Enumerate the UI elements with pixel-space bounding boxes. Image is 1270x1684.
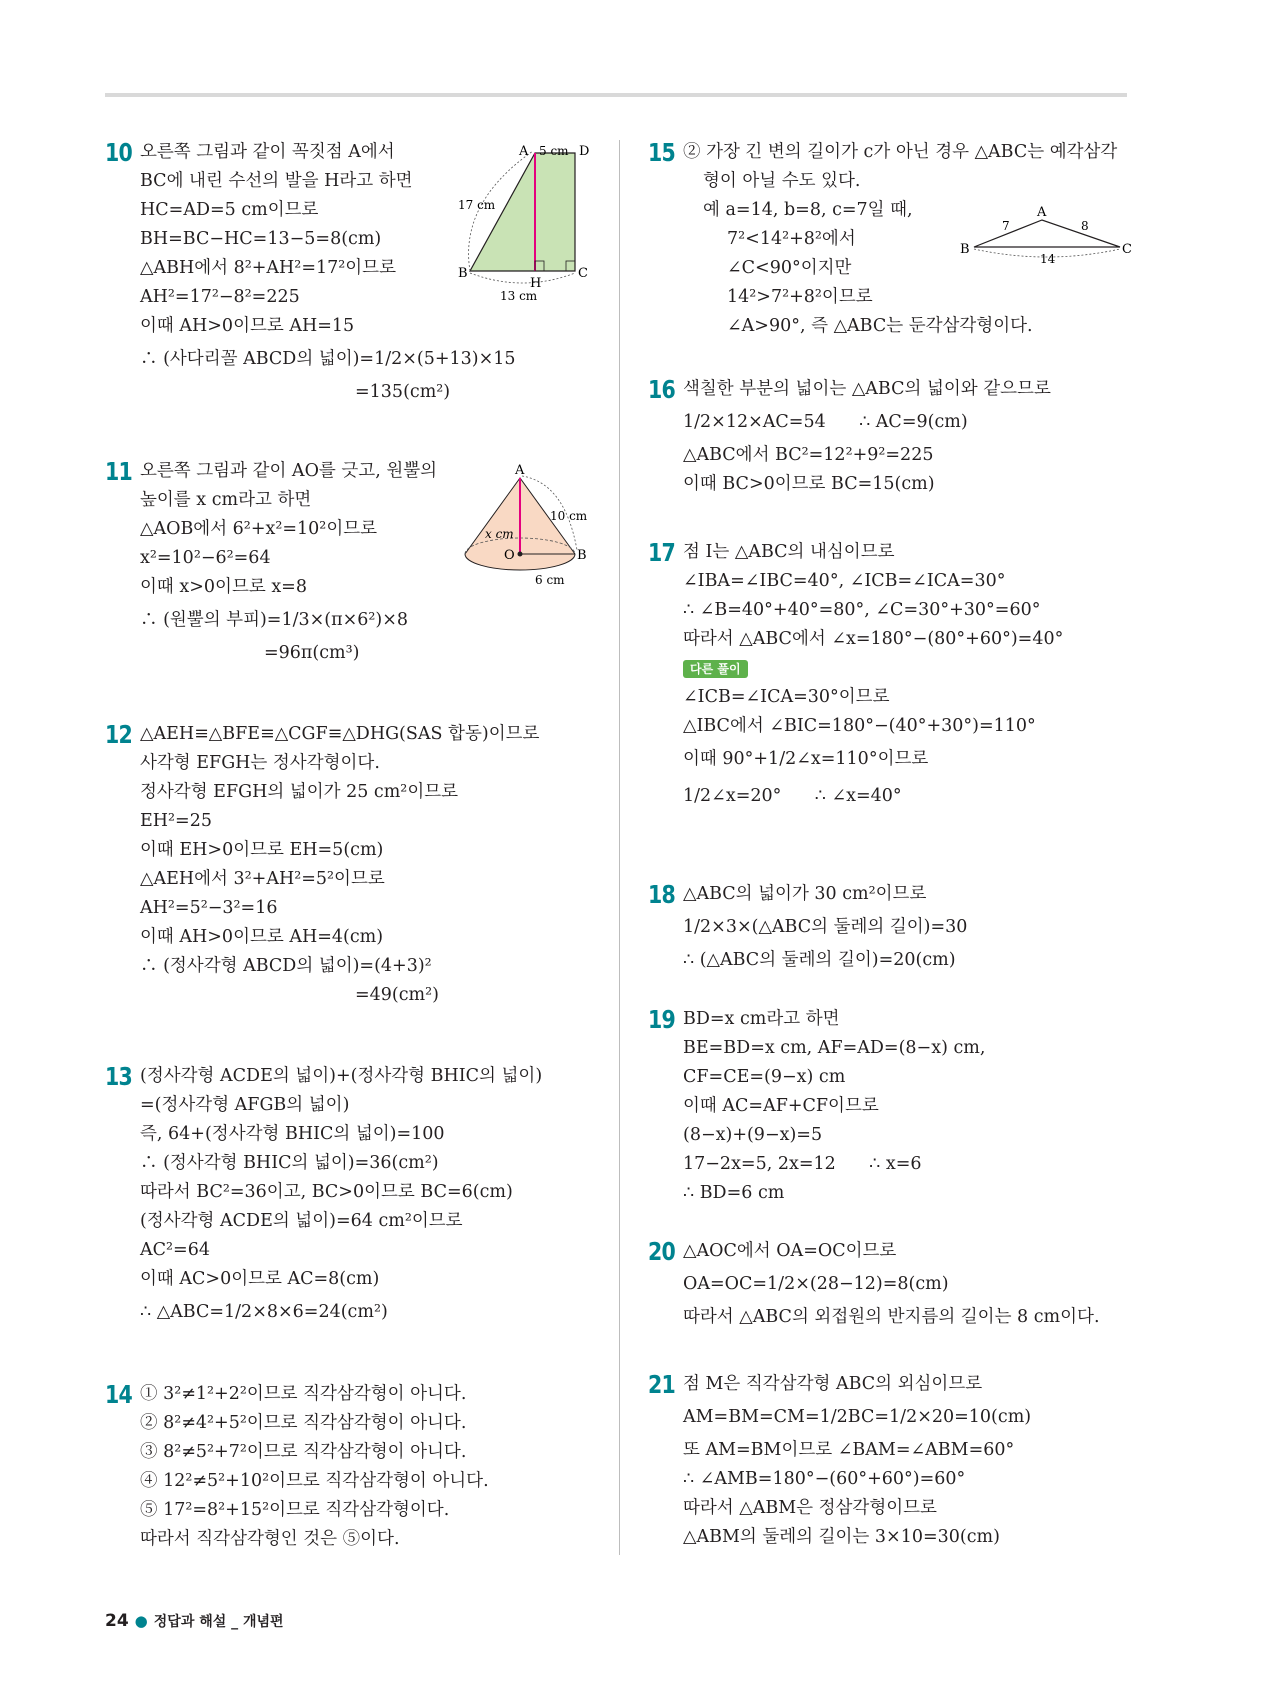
- problem-number: 16: [648, 375, 675, 404]
- solution-line: =49(cm²): [355, 985, 439, 1005]
- solution-line: ∠A>90°, 즉 △ABC는 둔각삼각형이다.: [727, 316, 1033, 336]
- solution-line: x²=10²−6²=64: [140, 548, 271, 568]
- problem-number: 12: [105, 720, 132, 749]
- trapezoid-figure: [455, 143, 595, 303]
- label-A: A: [519, 144, 529, 159]
- problem-number: 10: [105, 138, 132, 167]
- solution-line: ② 8²≠4²+5²이므로 직각삼각형이 아니다.: [140, 1413, 467, 1433]
- obtuse-triangle-figure: [960, 203, 1135, 263]
- label-C: C: [578, 266, 588, 281]
- solution-line: 따라서 BC²=36이고, BC>0이므로 BC=6(cm): [140, 1182, 513, 1202]
- solution-line: ∴ ∠B=40°+40°=80°, ∠C=30°+30°=60°: [683, 600, 1041, 620]
- bullet-icon: ●: [134, 1612, 148, 1630]
- solution-line: ∠C<90°이지만: [727, 258, 852, 278]
- problem-number: 21: [648, 1370, 675, 1399]
- solution-line: BC에 내린 수선의 발을 H라고 하면: [140, 171, 413, 191]
- solution-line: =96π(cm³): [264, 643, 360, 663]
- problem-number: 14: [105, 1380, 132, 1409]
- solution-line: 이때 BC>0이므로 BC=15(cm): [683, 474, 935, 494]
- label-ab: 7: [1002, 219, 1010, 233]
- solution-line: ∴ (사다리꼴 ABCD의 넓이)=1/2×(5+13)×15: [140, 349, 516, 369]
- solution-line: 1/2×3×(△ABC의 둘레의 길이)=30: [683, 917, 968, 937]
- page-footer: [105, 1611, 284, 1631]
- solution-line: 이때 x>0이므로 x=8: [140, 577, 307, 597]
- solution-line: BD=x cm라고 하면: [683, 1009, 840, 1029]
- label-B: B: [458, 266, 468, 281]
- solution-line: 이때 90°+1/2∠x=110°이므로: [683, 749, 929, 769]
- problem-number: 11: [105, 457, 132, 486]
- solution-line: 색칠한 부분의 넓이는 △ABC의 넓이와 같으므로: [683, 379, 1051, 399]
- solution-line: ∴ (정사각형 ABCD의 넓이)=(4+3)²: [140, 956, 432, 976]
- solution-line: △AEH≡△BFE≡△CGF≡△DHG(SAS 합동)이므로: [140, 724, 540, 744]
- label-ac: 8: [1081, 219, 1089, 233]
- problem-number: 20: [648, 1237, 675, 1266]
- solution-line: AM=BM=CM=1/2BC=1/2×20=10(cm): [683, 1407, 1032, 1427]
- solution-line: (정사각형 ACDE의 넓이)=64 cm²이므로: [140, 1211, 463, 1231]
- solution-line: ∴ △ABC=1/2×8×6=24(cm²): [140, 1302, 388, 1322]
- label-H: H: [530, 276, 542, 291]
- solution-line: △ABC에서 BC²=12²+9²=225: [683, 445, 934, 465]
- solution-line: 점 M은 직각삼각형 ABC의 외심이므로: [683, 1374, 983, 1394]
- label-A: A: [1037, 205, 1047, 220]
- label-radius: 6 cm: [535, 573, 565, 587]
- solution-line: 점 I는 △ABC의 내심이므로: [683, 542, 895, 562]
- label-A: A: [515, 463, 525, 478]
- solution-line: 17−2x=5, 2x=12 ∴ x=6: [683, 1154, 922, 1174]
- label-bc: 13 cm: [500, 289, 538, 303]
- label-C: C: [1122, 242, 1132, 257]
- solution-line: ③ 8²≠5²+7²이므로 직각삼각형이 아니다.: [140, 1442, 467, 1462]
- solution-line: 정사각형 EFGH의 넓이가 25 cm²이므로: [140, 782, 459, 802]
- solution-line: 이때 AH>0이므로 AH=15: [140, 316, 355, 336]
- label-slant: 10 cm: [550, 509, 588, 523]
- solution-line: △AOB에서 6²+x²=10²이므로: [140, 519, 378, 539]
- solution-line: 이때 AC=AF+CF이므로: [683, 1096, 879, 1116]
- solution-line: AC²=64: [140, 1240, 210, 1260]
- solution-line: 7²<14²+8²에서: [727, 229, 856, 249]
- problem-number: 17: [648, 538, 675, 567]
- label-bc: 14: [1040, 252, 1056, 263]
- solution-line: ∠IBA=∠IBC=40°, ∠ICB=∠ICA=30°: [683, 571, 1006, 591]
- problem-number: 18: [648, 880, 675, 909]
- solution-line: OA=OC=1/2×(28−12)=8(cm): [683, 1274, 949, 1294]
- solution-line: 이때 AH>0이므로 AH=4(cm): [140, 927, 384, 947]
- solution-line: 높이를 x cm라고 하면: [140, 490, 312, 510]
- solution-line: 예 a=14, b=8, c=7일 때,: [703, 200, 913, 220]
- solution-line: =135(cm²): [355, 382, 451, 402]
- alt-solution-row: [683, 654, 1063, 683]
- solution-line: 따라서 직각삼각형인 것은 ⑤이다.: [140, 1529, 400, 1549]
- label-B: B: [577, 548, 587, 563]
- alt-solution-badge: 다른 풀이: [683, 660, 748, 678]
- solution-line: HC=AD=5 cm이므로: [140, 200, 319, 220]
- solution-line: ∠ICB=∠ICA=30°이므로: [683, 687, 890, 707]
- column-divider: [619, 140, 620, 1555]
- solution-line: EH²=25: [140, 811, 212, 831]
- solution-line: AH²=17²−8²=225: [140, 287, 300, 307]
- solution-line: ∴ ∠AMB=180°−(60°+60°)=60°: [683, 1469, 966, 1489]
- solution-line: △ABC의 넓이가 30 cm²이므로: [683, 884, 927, 904]
- solution-line: BH=BC−HC=13−5=8(cm): [140, 229, 382, 249]
- solution-line: 또 AM=BM이므로 ∠BAM=∠ABM=60°: [683, 1440, 1015, 1460]
- solution-line: 따라서 △ABC에서 ∠x=180°−(80°+60°)=40°: [683, 629, 1064, 649]
- solution-line: 1/2×12×AC=54 ∴ AC=9(cm): [683, 412, 968, 432]
- solution-line: 이때 AC>0이므로 AC=8(cm): [140, 1269, 380, 1289]
- solution-line: △AOC에서 OA=OC이므로: [683, 1241, 897, 1261]
- solution-line: ⑤ 17²=8²+15²이므로 직각삼각형이다.: [140, 1500, 450, 1520]
- solution-line: ∴ (원뿔의 부피)=1/3×(π×6²)×8: [140, 610, 409, 630]
- solution-line: ∴ (정사각형 BHIC의 넓이)=36(cm²): [140, 1153, 439, 1173]
- label-B: B: [960, 242, 970, 257]
- page-number: 24: [105, 1611, 129, 1631]
- problem-number: 15: [648, 138, 675, 167]
- label-D: D: [579, 144, 590, 159]
- solution-line: 14²>7²+8²이므로: [727, 287, 873, 307]
- solution-line: 1/2∠x=20° ∴ ∠x=40°: [683, 786, 902, 806]
- solution-line: △ABH에서 8²+AH²=17²이므로: [140, 258, 396, 278]
- solution-line: ∴ (△ABC의 둘레의 길이)=20(cm): [683, 950, 956, 970]
- solution-line: 오른쪽 그림과 같이 꼭짓점 A에서: [140, 142, 395, 162]
- solution-line: 즉, 64+(정사각형 BHIC의 넓이)=100: [140, 1124, 445, 1144]
- solution-line: ∴ BD=6 cm: [683, 1183, 785, 1203]
- top-rule: [105, 93, 1127, 97]
- problem-number: 19: [648, 1005, 675, 1034]
- solution-line: 따라서 △ABM은 정삼각형이므로: [683, 1498, 937, 1518]
- solution-line: △IBC에서 ∠BIC=180°−(40°+30°)=110°: [683, 716, 1036, 736]
- label-ad: 5 cm: [539, 144, 569, 158]
- section-title: 정답과 해설 _ 개념편: [153, 1614, 284, 1630]
- solution-line: 형이 아닐 수도 있다.: [703, 171, 861, 191]
- label-height: x cm: [485, 527, 514, 541]
- solution-line: △AEH에서 3²+AH²=5²이므로: [140, 869, 385, 889]
- problem-number: 13: [105, 1062, 132, 1091]
- solution-line: △ABM의 둘레의 길이는 3×10=30(cm): [683, 1527, 1000, 1547]
- solution-line: 오른쪽 그림과 같이 AO를 긋고, 원뿔의: [140, 461, 438, 481]
- solution-line: 이때 EH>0이므로 EH=5(cm): [140, 840, 384, 860]
- solution-line: =(정사각형 AFGB의 넓이): [140, 1095, 350, 1115]
- solution-line: 따라서 △ABC의 외접원의 반지름의 길이는 8 cm이다.: [683, 1307, 1100, 1327]
- solution-line: BE=BD=x cm, AF=AD=(8−x) cm,: [683, 1038, 986, 1058]
- solution-line: CF=CE=(9−x) cm: [683, 1067, 846, 1087]
- solution-line: ② 가장 긴 변의 길이가 c가 아닌 경우 △ABC는 예각삼각: [683, 142, 1118, 162]
- solution-line: (8−x)+(9−x)=5: [683, 1125, 823, 1145]
- label-ab: 17 cm: [458, 198, 496, 212]
- cone-figure: [455, 458, 605, 588]
- solution-line: AH²=5²−3²=16: [140, 898, 278, 918]
- solution-line: ① 3²≠1²+2²이므로 직각삼각형이 아니다.: [140, 1384, 467, 1404]
- label-O: O: [504, 548, 515, 563]
- solution-line: (정사각형 ACDE의 넓이)+(정사각형 BHIC의 넓이): [140, 1066, 543, 1086]
- solution-line: ④ 12²≠5²+10²이므로 직각삼각형이 아니다.: [140, 1471, 489, 1491]
- solution-line: 사각형 EFGH는 정사각형이다.: [140, 753, 380, 773]
